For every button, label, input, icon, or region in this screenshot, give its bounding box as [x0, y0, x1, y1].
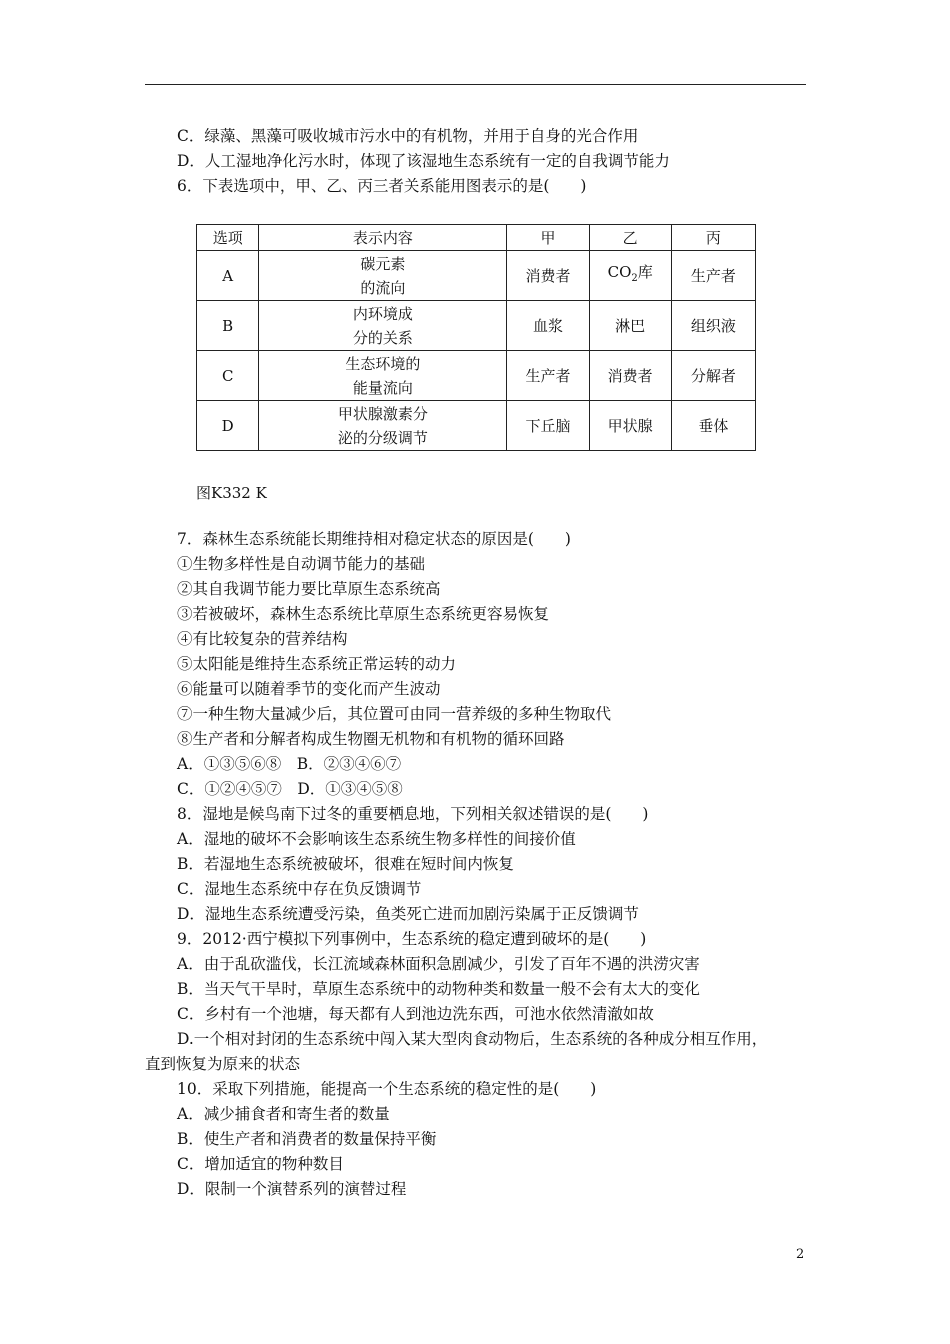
cell-yi: 甲状腺: [589, 401, 671, 451]
content-line-2: 能量流向: [352, 378, 413, 397]
statement-4: ④有比较复杂的营养结构: [177, 630, 348, 648]
option-d-q5: D．人工湿地净化污水时，体现了该湿地生态系统有一定的自我调节能力: [177, 152, 670, 170]
table-header-row: [197, 225, 756, 251]
row-option: A: [197, 251, 259, 301]
statement-7: ⑦一种生物大量减少后，其位置可由同一营养级的多种生物取代: [177, 705, 612, 723]
page-number: 2: [796, 1247, 805, 1262]
cell-yi: 淋巴: [589, 301, 671, 351]
q9-option-a: A．由于乱砍滥伐，长江流域森林面积急剧减少，引发了百年不遇的洪涝灾害: [177, 955, 700, 973]
table-row: [197, 351, 756, 401]
cell-jia: 生产者: [507, 351, 589, 401]
content-line-1: 生态环境的: [345, 354, 421, 373]
statement-2: ②其自我调节能力要比草原生态系统高: [177, 580, 441, 598]
cell-bing: 组织液: [671, 301, 755, 351]
header-rule: [145, 84, 806, 85]
options-table: [196, 224, 756, 451]
cell-yi: [589, 251, 671, 301]
cell-jia: 下丘脑: [507, 401, 589, 451]
header-bing: 丙: [671, 225, 755, 251]
statement-8: ⑧生产者和分解者构成生物圈无机物和有机物的循环回路: [177, 730, 565, 748]
statement-3: ③若被破坏，森林生态系统比草原生态系统更容易恢复: [177, 605, 550, 623]
co2-suffix: 库: [637, 263, 653, 281]
content-line-1: 甲状腺激素分: [337, 404, 428, 423]
cell-yi: 消费者: [589, 351, 671, 401]
question-9: 9．2012·西宁模拟下列事例中，生态系统的稳定遭到破坏的是( ): [177, 930, 647, 948]
q10-option-a: A．减少捕食者和寄生者的数量: [177, 1105, 390, 1123]
q8-option-b: B．若湿地生态系统被破坏，很难在短时间内恢复: [177, 855, 514, 873]
q8-option-c: C．湿地生态系统中存在负反馈调节: [177, 880, 422, 898]
q7-options-cd: C．①②④⑤⑦ D．①③④⑤⑧: [177, 780, 403, 798]
q10-option-b: B．使生产者和消费者的数量保持平衡: [177, 1130, 437, 1148]
q8-option-a: A．湿地的破坏不会影响该生态系统生物多样性的间接价值: [177, 830, 576, 848]
header-content: 表示内容: [259, 225, 507, 251]
table-row: [197, 251, 756, 301]
question-8: 8．湿地是候鸟南下过冬的重要栖息地，下列相关叙述错误的是( ): [177, 805, 649, 823]
q9-option-c: C．乡村有一个池塘，每天都有人到池边洗东西，可池水依然清澈如故: [177, 1005, 654, 1023]
table-row: [197, 401, 756, 451]
row-option: B: [197, 301, 259, 351]
header-yi: 乙: [589, 225, 671, 251]
co2-label: CO: [607, 263, 632, 281]
statement-5: ⑤太阳能是维持生态系统正常运转的动力: [177, 655, 457, 673]
row-option: C: [197, 351, 259, 401]
co2-subscript: 2: [631, 273, 638, 284]
q8-option-d: D．湿地生态系统遭受污染，鱼类死亡进而加剧污染属于正反馈调节: [177, 905, 639, 923]
statement-6: ⑥能量可以随着季节的变化而产生波动: [177, 680, 441, 698]
statement-1: ①生物多样性是自动调节能力的基础: [177, 555, 426, 573]
q7-options-ab: A．①③⑤⑥⑧ B．②③④⑥⑦: [177, 755, 402, 773]
cell-jia: 血浆: [507, 301, 589, 351]
cell-bing: 垂体: [671, 401, 755, 451]
figure-caption: 图K332 K: [196, 484, 267, 502]
question-10: 10．采取下列措施，能提高一个生态系统的稳定性的是( ): [177, 1080, 597, 1098]
header-option: 选项: [197, 225, 259, 251]
cell-bing: 生产者: [671, 251, 755, 301]
cell-jia: 消费者: [507, 251, 589, 301]
row-content: [259, 251, 507, 301]
row-option: D: [197, 401, 259, 451]
row-content: [259, 401, 507, 451]
q9-option-b: B．当天气干旱时，草原生态系统中的动物种类和数量一般不会有太大的变化: [177, 980, 700, 998]
content-line-1: 碳元素: [360, 254, 406, 273]
table-row: [197, 301, 756, 351]
content-line-2: 泌的分级调节: [337, 428, 428, 447]
q10-option-d: D．限制一个演替系列的演替过程: [177, 1180, 407, 1198]
option-c-q5: C．绿藻、黑藻可吸收城市污水中的有机物，并用于自身的光合作用: [177, 127, 639, 145]
question-7: 7．森林生态系统能长期维持相对稳定状态的原因是( ): [177, 530, 571, 548]
header-jia: 甲: [507, 225, 589, 251]
content-line-2: 的流向: [360, 278, 406, 297]
q9-option-d-continued: 直到恢复为原来的状态: [145, 1055, 301, 1073]
row-content: [259, 301, 507, 351]
q9-option-d: D.一个相对封闭的生态系统中闯入某大型肉食动物后，生态系统的各种成分相互作用，: [177, 1030, 768, 1048]
question-6: 6．下表选项中，甲、乙、丙三者关系能用图表示的是( ): [177, 177, 587, 195]
row-content: [259, 351, 507, 401]
content-line-1: 内环境成: [352, 304, 413, 323]
cell-bing: 分解者: [671, 351, 755, 401]
q10-option-c: C．增加适宜的物种数目: [177, 1155, 344, 1173]
content-line-2: 分的关系: [352, 328, 413, 347]
